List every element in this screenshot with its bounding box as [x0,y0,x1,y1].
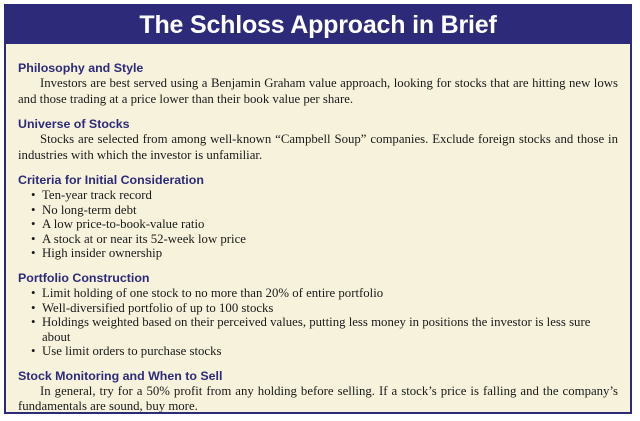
list-item [18,246,618,261]
box-content [18,44,618,415]
bullet-icon: • [31,231,36,246]
list-item [18,203,618,218]
bullet-icon: • [31,188,36,202]
list-item-text: A low price-to-book-value ratio [42,217,205,232]
list-item-text: No long-term debt [42,202,137,217]
section-heading: Universe of Stocks [18,117,130,131]
section-text: Investors are best served using a Benjamin Graham value approach, looking for stocks that are hitting new lows and those trading at a price lower than their book value per share. [18,76,618,106]
summary-box [4,4,632,414]
section-heading: Philosophy and Style [18,61,144,75]
list-item [18,188,618,203]
bullet-icon: • [31,246,36,261]
list-item-text: A stock at or near its 52-week low price [42,231,246,246]
list-item-text: Well-diversified portfolio of up to 100 stocks [42,300,274,315]
list-item [18,232,618,247]
bullet-icon: • [31,300,36,315]
list-item-text: High insider ownership [42,246,163,261]
title-bar [6,6,630,44]
list-item [18,315,618,344]
section-philosophy [18,60,618,107]
list-item-text: Holdings weighted based on their perceived values, putting less money in positions the investor is less sure about [42,315,591,344]
bullet-icon: • [31,315,36,330]
section-heading: Stock Monitoring and When to Sell [18,368,223,383]
list-item [18,301,618,316]
section-universe [18,116,618,163]
bullet-icon: • [31,202,36,217]
portfolio-list [18,286,618,359]
section-text: Stocks are selected from among well-known “Campbell Soup” companies. Exclude foreign stocks and those in industries with which the investor is unfamiliar. [18,132,618,162]
list-item [18,344,618,359]
section-criteria [18,172,618,261]
bullet-icon: • [31,217,36,232]
list-item-text: Limit holding of one stock to no more than 20% of entire portfolio [42,285,384,300]
section-heading: Portfolio Construction [18,270,150,285]
list-item [18,217,618,232]
section-text: In general, try for a 50% profit from any holding before selling. If a stock’s price is falling and the company’s fundamentals are sound, buy more. [18,383,618,414]
list-item [18,286,618,301]
bullet-icon: • [31,285,36,300]
bullet-icon: • [31,344,36,359]
section-monitoring [18,368,618,415]
criteria-list [18,188,618,261]
list-item-text: Use limit orders to purchase stocks [42,344,222,359]
box-title: The Schloss Approach in Brief [139,11,497,39]
section-heading: Criteria for Initial Consideration [18,173,204,187]
section-portfolio [18,270,618,359]
list-item-text: Ten-year track record [42,188,152,202]
